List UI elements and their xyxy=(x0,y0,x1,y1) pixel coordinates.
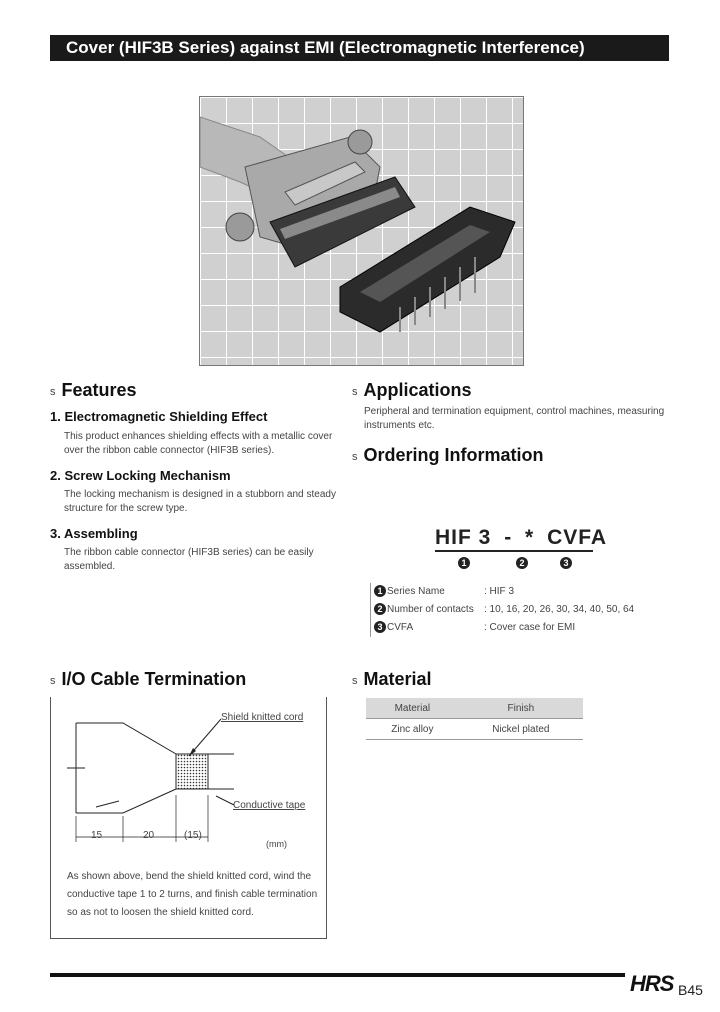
section-bullet: s xyxy=(352,675,358,687)
feature-3-text: The ribbon cable connector (HIF3B series) can be easily assembled. xyxy=(64,547,314,572)
spec-row-series: 1 Series Name : HIF 3 xyxy=(371,583,634,601)
unit-mm: (mm) xyxy=(266,839,287,849)
spec-row-type: 3 CVFA : Cover case for EMI xyxy=(371,619,634,637)
feature-1-title: 1. Electromagnetic Shielding Effect xyxy=(50,409,268,424)
termination-diagram-box xyxy=(50,697,327,939)
dimension-20: 20 xyxy=(143,830,155,841)
order-code-series: HIF 3 xyxy=(435,526,492,549)
connector-illustration xyxy=(200,97,523,365)
feature-2-title: 2. Screw Locking Mechanism xyxy=(50,468,231,483)
feature-2-text: The locking mechanism is designed in a stubborn and steady structure for the screw type. xyxy=(64,489,336,514)
feature-1-text: This product enhances shielding effects with a metallic cover over the ribbon cable connector (HIF3B series). xyxy=(64,431,333,456)
material-value: Zinc alloy xyxy=(366,719,459,740)
table-row xyxy=(366,719,583,740)
io-cable-text: As shown above, bend the shield knitted cord, wind the conductive tape 1 to 2 turns, and finish cable termination so as not to loosen the shield knitted cord. xyxy=(67,871,318,918)
product-photo xyxy=(199,96,524,366)
marker-2: 2 xyxy=(516,557,528,569)
hrs-logo: HRS xyxy=(630,971,674,996)
finish-value: Nickel plated xyxy=(459,719,583,740)
section-bullet: s xyxy=(50,386,56,398)
order-code-type: CVFA xyxy=(547,526,608,549)
applications-heading: s Applications xyxy=(352,380,472,400)
features-heading: s Features xyxy=(50,380,137,400)
material-col-header: Material xyxy=(366,698,459,719)
order-code xyxy=(435,526,607,550)
dimension-15: 15 xyxy=(91,830,103,841)
ordering-spec-table xyxy=(370,583,634,637)
spec-row-contacts: 2 Number of contacts : 10, 16, 20, 26, 30, 34, 40, 50, 64 xyxy=(371,601,634,619)
section-bullet: s xyxy=(352,451,358,463)
applications-text: Peripheral and termination equipment, control machines, measuring instruments etc. xyxy=(364,406,665,431)
material-heading: s Material xyxy=(352,669,432,689)
marker-1: 1 xyxy=(458,557,470,569)
material-table xyxy=(366,698,583,740)
marker-3: 3 xyxy=(560,557,572,569)
label-conductive-tape: Conductive tape xyxy=(233,800,306,811)
dimension-15-paren: (15) xyxy=(184,830,202,841)
ordering-heading: s Ordering Information xyxy=(352,445,544,465)
finish-col-header: Finish xyxy=(459,698,583,719)
order-code-underline xyxy=(435,550,593,552)
section-bullet: s xyxy=(50,675,56,687)
order-code-contacts: * xyxy=(525,526,535,549)
page-number: B45 xyxy=(678,982,703,998)
footer-rule xyxy=(50,973,625,977)
section-bullet: s xyxy=(352,386,358,398)
feature-3-title: 3. Assembling xyxy=(50,526,138,541)
page-title: Cover (HIF3B Series) against EMI (Electromagnetic Interference) xyxy=(50,35,669,61)
order-code-dash: - xyxy=(504,526,513,549)
io-cable-heading: s I/O Cable Termination xyxy=(50,669,247,689)
label-shield-cord: Shield knitted cord xyxy=(221,712,304,723)
